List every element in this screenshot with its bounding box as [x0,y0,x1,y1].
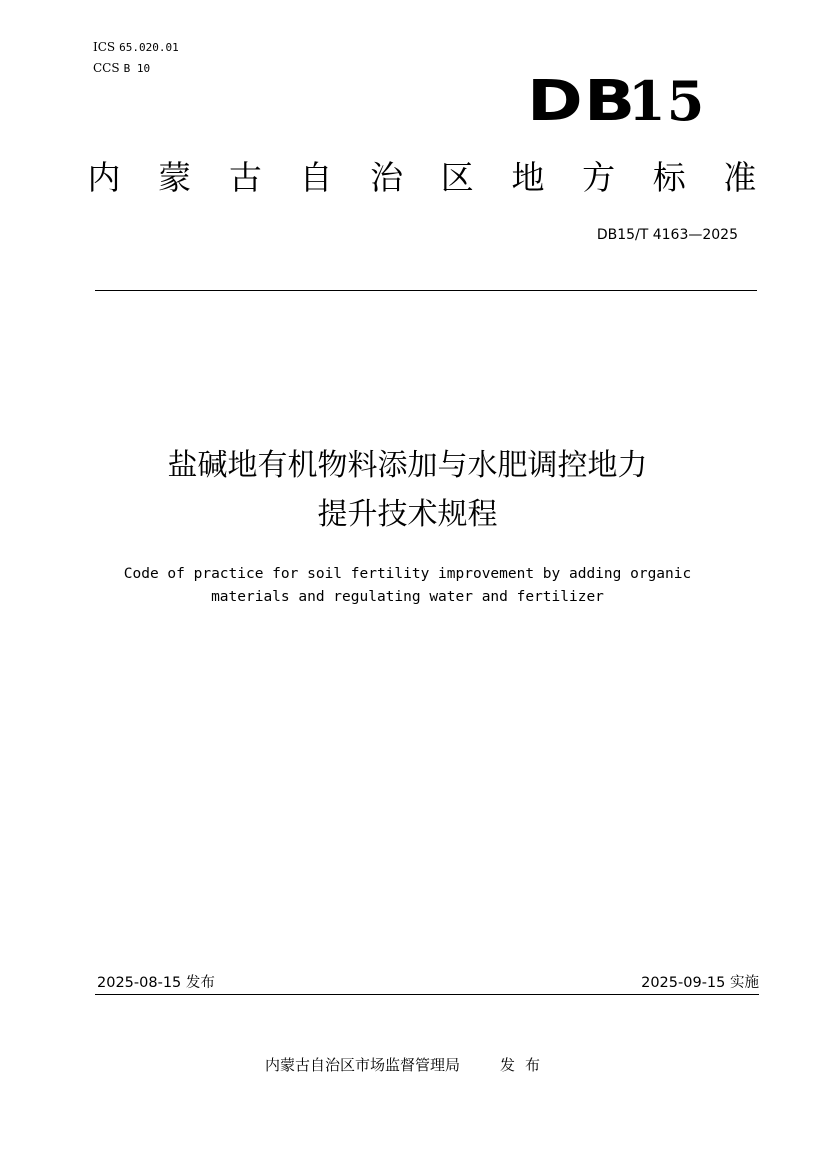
implementation-date: 2025-09-15 实施 [641,975,759,991]
standard-type-char: 标 [652,158,686,197]
top-divider [95,290,757,291]
ics-label: ICS [93,40,116,54]
db-standard-logo [527,70,707,132]
issue-date: 2025-08-15 发布 [97,975,215,991]
standard-type-heading [86,156,758,200]
publisher-line [60,1055,755,1075]
ics-code-line [93,40,179,55]
ics-code: 65.020.01 [119,41,179,54]
standard-type-char: 准 [723,158,757,197]
title-cn-line-1: 盐碱地有机物料添加与水肥调控地力 [167,448,648,483]
standard-type-char: 自 [299,158,333,197]
standard-type-char: 治 [370,158,404,197]
ccs-code: B 10 [123,62,151,75]
standard-type-char: 方 [582,158,616,197]
ccs-label: CCS [93,61,120,75]
standard-type-char: 古 [228,158,262,197]
standard-type-char: 内 [87,158,121,197]
standard-type-char: 蒙 [158,158,192,197]
title-en-line-2: materials and regulating water and fertilizer [211,589,604,605]
title-cn-line-2: 提升技术规程 [317,497,498,532]
publisher-action: 发布 [500,1056,551,1074]
logo-letters: DB [527,69,637,134]
publisher-name: 内蒙古自治区市场监督管理局 [264,1056,460,1074]
standard-type-char: 地 [511,158,545,197]
title-en-line-1: Code of practice for soil fertility improvement by adding organic [123,566,692,582]
logo-number: 15 [628,69,706,133]
bottom-divider [95,994,759,995]
ccs-code-line [93,61,150,76]
standard-type-char: 区 [440,158,474,197]
standard-number: DB15/T 4163—2025 [596,227,738,243]
